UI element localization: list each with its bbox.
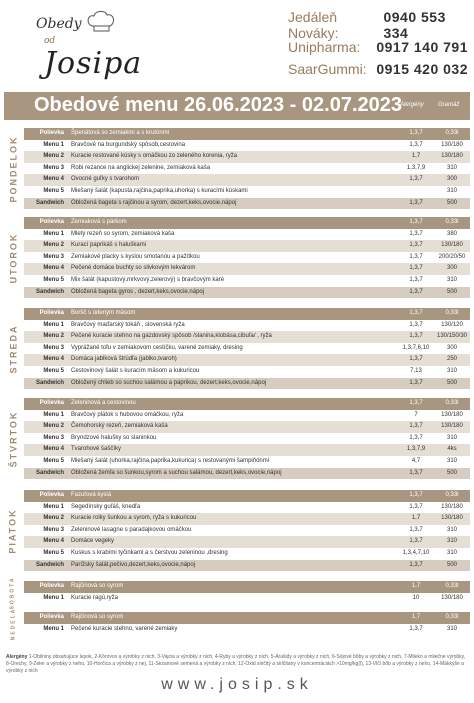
menu-grams: 500 bbox=[446, 288, 457, 295]
contact-name: SaarGummi: bbox=[288, 61, 367, 77]
menu-allergens: 1,3,7 bbox=[409, 230, 423, 237]
menu-allergens: 1,3,7 bbox=[409, 288, 423, 295]
menu-allergens: 1,3,7,9 bbox=[406, 164, 426, 171]
contacts bbox=[288, 9, 468, 80]
menu-grams: 130/180 bbox=[441, 411, 463, 418]
menu-allergens: 1,3,7 bbox=[409, 492, 423, 498]
menu-grams: 500 bbox=[446, 469, 457, 476]
menu-allergens: 1,3,7 bbox=[409, 379, 423, 386]
menu-allergens: 1,3,7 bbox=[409, 265, 423, 272]
menu-grams: 310 bbox=[446, 367, 457, 374]
menu-text: Miešaný šalát (kapusta,rajčina,paprika,uhorka) s kuracími kúskami bbox=[71, 187, 248, 194]
menu-text: Kuskus s krabími tyčinkami a s čerstvou zeleninou ,dresing bbox=[71, 549, 228, 556]
menu-grams: 130/180 bbox=[441, 242, 463, 249]
menu-label: Menu 2 bbox=[43, 423, 64, 430]
menu-text: Mix šalát (kapustový,mrkvový,zelerový) s bravčovým karé bbox=[71, 276, 225, 283]
menu-allergens: 1,7 bbox=[411, 153, 421, 160]
menu-grams: 310 bbox=[446, 187, 457, 194]
menu-allergens: 1,3,7 bbox=[409, 356, 423, 363]
menu-label: Menu 1 bbox=[43, 625, 64, 632]
menu-text: Pečené kuracie stehno, varené zemiaky bbox=[71, 625, 178, 632]
menu-label: Menu 2 bbox=[43, 515, 64, 522]
menu-allergens: 7 bbox=[414, 411, 418, 418]
menu-grams: 310 bbox=[446, 549, 457, 556]
menu-label: Menu 2 bbox=[43, 242, 64, 249]
menu-allergens: 1,3,7 bbox=[409, 469, 423, 476]
menu-grams: 130/150/30 bbox=[436, 333, 468, 340]
logo-text-josipa: Josipa bbox=[44, 46, 143, 81]
menu-grams: 310 bbox=[446, 526, 457, 533]
contact-name: Jedáleň Nováky: bbox=[288, 9, 339, 41]
day-block bbox=[4, 308, 470, 389]
menu-grams: 130/180 bbox=[441, 515, 463, 522]
menu-allergens: 1,3,7 bbox=[409, 141, 423, 148]
menu-row bbox=[24, 513, 470, 525]
menu-allergens: 1,3,7 bbox=[409, 176, 423, 183]
menu-text: Pečené kuracie stehno na gazdovský spôsob /slanina,klobása,cibuľa/ , ryža bbox=[71, 333, 272, 340]
menu-row bbox=[24, 502, 470, 514]
menu-label: Menu 1 bbox=[43, 411, 64, 418]
menu-allergens: 7,13 bbox=[410, 367, 422, 374]
menu-text: Obložená žemľa so šunkou,syrom a suchou salámou, dezert,keks,ovocie,nápoj bbox=[71, 469, 282, 476]
menu-label: Menu 5 bbox=[43, 276, 64, 283]
menu-label: Polievka bbox=[39, 492, 64, 498]
menu-allergens: 4,7 bbox=[411, 457, 421, 464]
menu-label: Menu 5 bbox=[43, 187, 64, 194]
menu-row bbox=[24, 354, 470, 366]
menu-label: Sandwich bbox=[35, 469, 64, 476]
menu-text: Kuracie ragú,ryža bbox=[71, 594, 119, 601]
menu-grams: 130/180 bbox=[441, 503, 463, 510]
menu-row bbox=[24, 456, 470, 468]
menu-allergens: 1,3,7 bbox=[409, 526, 423, 533]
menu-label: Menu 4 bbox=[43, 176, 64, 183]
menu-row bbox=[24, 536, 470, 548]
menu-allergens: 10 bbox=[412, 594, 420, 601]
day-name: STREDA bbox=[8, 324, 19, 374]
contact-row bbox=[288, 36, 468, 58]
menu-text: Obložený chlieb so suchou salámou a paprikou, dezert,keks,ovocie,nápoj bbox=[71, 379, 267, 386]
menu-label: Sandwich bbox=[35, 199, 64, 206]
menu-label: Menu 4 bbox=[43, 265, 64, 272]
menu-label: Polievka bbox=[39, 583, 64, 589]
allergens-title: Alergény bbox=[6, 654, 28, 660]
menu-label: Polievka bbox=[39, 400, 64, 406]
menu-row bbox=[24, 331, 470, 343]
contact-name: Unipharma: bbox=[288, 39, 361, 55]
day-label bbox=[4, 576, 22, 610]
day-block bbox=[4, 128, 470, 209]
day-name: ŠTVRTOK bbox=[8, 410, 18, 468]
menu-row bbox=[24, 128, 470, 140]
menu-allergens: 1,7 bbox=[411, 583, 421, 589]
menu-text: Parížsky šalát,pečivo,dezert,keks,ovocie,nápoj bbox=[71, 561, 196, 568]
menu-row bbox=[24, 624, 470, 636]
menu-text: Kuracie rolky šunkou a syrom, ryža s kukuricou bbox=[71, 515, 197, 522]
menu-allergens: 1,7 bbox=[411, 515, 421, 522]
menu-row bbox=[24, 163, 470, 175]
day-name: PONDELOK bbox=[8, 135, 19, 203]
menu-allergens: 1,3,7 bbox=[409, 276, 423, 283]
menu-text: Zemiakové placky s kyslou smotanou a pažítkou bbox=[71, 253, 200, 260]
menu-text: Kuracie restované kúsky s omáčkou zo zeleného korenia, ryža bbox=[71, 153, 238, 160]
menu-allergens: 1,3,7 bbox=[409, 253, 423, 260]
menu-text: Fazuľová kyslá bbox=[71, 492, 112, 498]
menu-grams: 300 bbox=[446, 265, 457, 272]
menu-label: Menu 5 bbox=[43, 549, 64, 556]
menu-label: Menu 5 bbox=[43, 457, 64, 464]
menu-row bbox=[24, 320, 470, 332]
menu-row bbox=[24, 217, 470, 229]
menu-grams: 310 bbox=[446, 538, 457, 545]
day-label bbox=[4, 128, 22, 209]
contact-phone[interactable]: 0915 420 032 bbox=[376, 61, 468, 77]
menu-label: Sandwich bbox=[35, 561, 64, 568]
day-name: UTOROK bbox=[8, 232, 18, 284]
menu-allergens: 1,3,7 bbox=[409, 423, 423, 430]
day-name: SOBOTA bbox=[10, 576, 16, 610]
menu-text: Robi rezance na anglickej zelenine, zemiaková kaša bbox=[71, 164, 211, 171]
menu-row bbox=[24, 525, 470, 537]
menu-label: Menu 1 bbox=[43, 141, 64, 148]
menu-grams: 4ks bbox=[447, 446, 457, 453]
menu-text: Zemiaková s párkom bbox=[71, 219, 127, 225]
menu-label: Menu 3 bbox=[43, 434, 64, 441]
menu-text: Rajčinová so syrom bbox=[71, 614, 124, 620]
menu-allergens: 1,3,7 bbox=[409, 333, 423, 340]
menu-allergens: 1,7 bbox=[411, 614, 421, 620]
menu-grams: 500 bbox=[446, 561, 457, 568]
day-label bbox=[4, 490, 22, 571]
menu-row bbox=[24, 366, 470, 378]
menu-row bbox=[24, 308, 470, 320]
menu-grams: 130/180 bbox=[441, 423, 463, 430]
menu-label: Menu 1 bbox=[43, 321, 64, 328]
column-header-grams: Gramáž bbox=[438, 102, 460, 108]
menu-grams: 0,33l bbox=[445, 492, 459, 498]
menu-grams: 0,33l bbox=[445, 219, 459, 225]
menu-grams: 500 bbox=[446, 379, 457, 386]
menu-grams: 130/180 bbox=[441, 153, 463, 160]
menu-row bbox=[24, 186, 470, 198]
footer-website[interactable]: www.josip.sk bbox=[161, 676, 313, 693]
day-name: NEDEĽA bbox=[10, 607, 16, 640]
menu-label: Menu 2 bbox=[43, 333, 64, 340]
menu-label: Menu 4 bbox=[43, 446, 64, 453]
menu-row bbox=[24, 240, 470, 252]
menu-grams: 0,33l bbox=[445, 583, 459, 589]
menu-grams: 200/20/50 bbox=[438, 253, 466, 260]
menu-grams: 310 bbox=[446, 625, 457, 632]
chef-hat-icon bbox=[86, 10, 116, 34]
menu-row bbox=[24, 433, 470, 445]
menu-grams: 130/180 bbox=[441, 141, 463, 148]
menu-label: Menu 3 bbox=[43, 164, 64, 171]
menu-grams: 250 bbox=[446, 356, 457, 363]
menu-text: Segedínsky guľáš, knedľa bbox=[71, 503, 141, 510]
day-block bbox=[4, 490, 470, 571]
menu-text: Cestovinový šalát s kuracím mäsom a kukuricou bbox=[71, 367, 200, 374]
allergens-legend bbox=[6, 654, 468, 675]
menu-label: Menu 3 bbox=[43, 526, 64, 533]
menu-label: Polievka bbox=[39, 219, 64, 225]
menu-allergens: 1,3,4,7,10 bbox=[402, 549, 430, 556]
menu-label: Menu 1 bbox=[43, 594, 64, 601]
menu-allergens: 1,3,7 bbox=[409, 434, 423, 441]
menu-grams: 130/120 bbox=[441, 321, 463, 328]
menu-grams: 310 bbox=[446, 457, 457, 464]
menu-allergens: 1,3,7 bbox=[409, 625, 423, 632]
logo bbox=[30, 10, 143, 82]
menu-label: Sandwich bbox=[35, 288, 64, 295]
menu-row bbox=[24, 490, 470, 502]
menu-label: Menu 3 bbox=[43, 344, 64, 351]
menu-row bbox=[24, 198, 470, 210]
menu-grams: 500 bbox=[446, 199, 457, 206]
menu-text: Pečené domáce buchty so slivkovým lekvárom bbox=[71, 265, 196, 272]
menu-grams: 0,33l bbox=[445, 400, 459, 406]
day-block bbox=[4, 217, 470, 298]
menu-text: Obložená bageta s rajčinou a syrom, dezert,keks,ovocie,nápoj bbox=[71, 199, 237, 206]
contact-phone[interactable]: 0940 553 334 bbox=[383, 9, 446, 41]
menu-label: Polievka bbox=[39, 310, 64, 316]
menu-text: Čemohorský rezeň, zemiaková kaša bbox=[71, 423, 168, 430]
day-label bbox=[4, 398, 22, 479]
day-label bbox=[4, 607, 22, 640]
menu-label: Menu 3 bbox=[43, 253, 64, 260]
day-name: PIATOK bbox=[8, 508, 19, 554]
menu-text: Bravčové na burgundský spôsob,cestovina bbox=[71, 141, 186, 148]
menu-row bbox=[24, 287, 470, 299]
menu-row bbox=[24, 444, 470, 456]
menu-allergens: 1,3,7 bbox=[409, 538, 423, 545]
menu-grams: 0,33l bbox=[445, 310, 459, 316]
menu-text: Vyprážané tofu v zemiakovom cestíčku, varené zemiaky, dresing bbox=[71, 344, 243, 351]
menu-row bbox=[24, 252, 470, 264]
menu-row bbox=[24, 229, 470, 241]
menu-text: Boršč s údeným mäsom bbox=[71, 310, 136, 316]
menu-text: Bravčový maďarský tokáň , slovenská ryža bbox=[71, 321, 185, 328]
menu-row bbox=[24, 140, 470, 152]
menu-grams: 310 bbox=[446, 276, 457, 283]
menu-text: Domáce vegeky bbox=[71, 538, 115, 545]
menu-text: Bravčový plátok s hubovou omáčkou, ryža bbox=[71, 411, 184, 418]
menu-label: Menu 1 bbox=[43, 503, 64, 510]
menu-label: Polievka bbox=[39, 614, 64, 620]
menu-grams: 310 bbox=[446, 164, 457, 171]
menu-row bbox=[24, 581, 470, 593]
menu-grams: 0,33l bbox=[445, 614, 459, 620]
menu-allergens: 1,3,7 bbox=[409, 130, 423, 136]
page-title: Obedové menu 26.06.2023 - 02.07.2023 bbox=[34, 94, 402, 116]
menu-grams: 130/180 bbox=[441, 594, 463, 601]
header bbox=[0, 0, 474, 92]
menu-label: Menu 4 bbox=[43, 538, 64, 545]
menu-text: Tvarohové šaščíky bbox=[71, 446, 122, 453]
menu-row bbox=[24, 593, 470, 605]
day-label bbox=[4, 308, 22, 389]
menu-text: Ovocné guľky s tvarohom bbox=[71, 176, 140, 183]
menu-allergens: 1,3,7 bbox=[409, 199, 423, 206]
menu-text: Obložená bageta gyros , dezert,keks,ovocie,nápoj bbox=[71, 288, 205, 295]
menu-grams: 310 bbox=[446, 434, 457, 441]
menu-grams: 300 bbox=[446, 176, 457, 183]
column-header-allergens: Alergény bbox=[400, 102, 424, 108]
day-label bbox=[4, 217, 22, 298]
menu-allergens: 1,3,7 bbox=[409, 321, 423, 328]
menu-text: Domáca jablková štrúdľa (jablko,tvaroh) bbox=[71, 356, 177, 363]
title-bar bbox=[4, 92, 470, 120]
menu-row bbox=[24, 548, 470, 560]
menu-row bbox=[24, 410, 470, 422]
menu-text: Mletý rezeň so syrom, zemiaková kaša bbox=[71, 230, 175, 237]
menu-row bbox=[24, 468, 470, 480]
menu-row bbox=[24, 421, 470, 433]
menu-label: Polievka bbox=[39, 130, 64, 136]
contact-row bbox=[288, 9, 468, 41]
contact-row bbox=[288, 58, 468, 80]
menu-row bbox=[24, 612, 470, 624]
menu-allergens: 1,3,7,6,10 bbox=[402, 344, 430, 351]
menu-allergens: 1,3,7 bbox=[409, 503, 423, 510]
menu-text: Rajčinová so syrom bbox=[71, 583, 124, 589]
menu-allergens: 1,3,7 bbox=[409, 561, 423, 568]
menu-label: Menu 5 bbox=[43, 367, 64, 374]
menu-row bbox=[24, 275, 470, 287]
menu-label: Menu 2 bbox=[43, 153, 64, 160]
allergens-text: 1-Obilniny obsahujúce lepok, 2-Kôrovce a výrobky z nich, 3-Vajcia a výrobky z nich, 4-Ryby a výrobky z nich, 5-Arašidy a výrobky z nich, 6-Sójové bôby a výrobky z nich, 7-Mlieko a mliečne výrobky, 8-Orechy, 9-Zeler a výrobky z neho, 10-Horčica a výrobky z nej, 11-Sezamové semená a výrobky z nich, 12-Oxid siričitý a siričitany v koncentráciách >10mg/kg(l), 13-Vlčí bôb a výrobky z neho, 14-Mäkkýše a výrobky z nich bbox=[6, 654, 466, 674]
day-block bbox=[4, 576, 470, 610]
menu-grams: 0,33l bbox=[445, 130, 459, 136]
menu-text: Zeleninová a cestovinou bbox=[71, 400, 136, 406]
menu-text: Zeleninové lasagne s paradajkovou omáčkou bbox=[71, 526, 192, 533]
menu-row bbox=[24, 398, 470, 410]
menu-row bbox=[24, 174, 470, 186]
menu-allergens: 1,3,7 bbox=[409, 310, 423, 316]
menu-allergens: 1,3,7 bbox=[409, 242, 423, 249]
menu-allergens: 1,3,7 bbox=[409, 219, 423, 225]
menu-row bbox=[24, 343, 470, 355]
menu-row bbox=[24, 151, 470, 163]
logo-text-obedy: Obedy bbox=[36, 16, 82, 32]
menu-text: Miešaný šalát (uhorka,rajčina,paprika,kukurica) s restovanými šampiňónmi bbox=[71, 457, 270, 464]
menu-text: Kurací paprikáš s haluškami bbox=[71, 242, 147, 249]
menu-text: Špenátová so zemiakmi a s krutónmi bbox=[71, 130, 170, 136]
contact-phone[interactable]: 0917 140 791 bbox=[376, 39, 468, 55]
menu-label: Menu 4 bbox=[43, 356, 64, 363]
menu-row bbox=[24, 560, 470, 572]
menu-allergens: 1,3,7,9 bbox=[406, 446, 426, 453]
menu-allergens: 1,3,7 bbox=[409, 400, 423, 406]
menu-label: Sandwich bbox=[35, 379, 64, 386]
menu-grams: 380 bbox=[446, 230, 457, 237]
menu-row bbox=[24, 378, 470, 390]
menu-text: Bryndzové halušky so slaninkou bbox=[71, 434, 157, 441]
logo-text-od: od bbox=[44, 36, 56, 46]
day-block bbox=[4, 398, 470, 479]
menu-label: Menu 1 bbox=[43, 230, 64, 237]
menu-row bbox=[24, 263, 470, 275]
day-block bbox=[4, 607, 470, 640]
menu-grams: 300 bbox=[446, 344, 457, 351]
